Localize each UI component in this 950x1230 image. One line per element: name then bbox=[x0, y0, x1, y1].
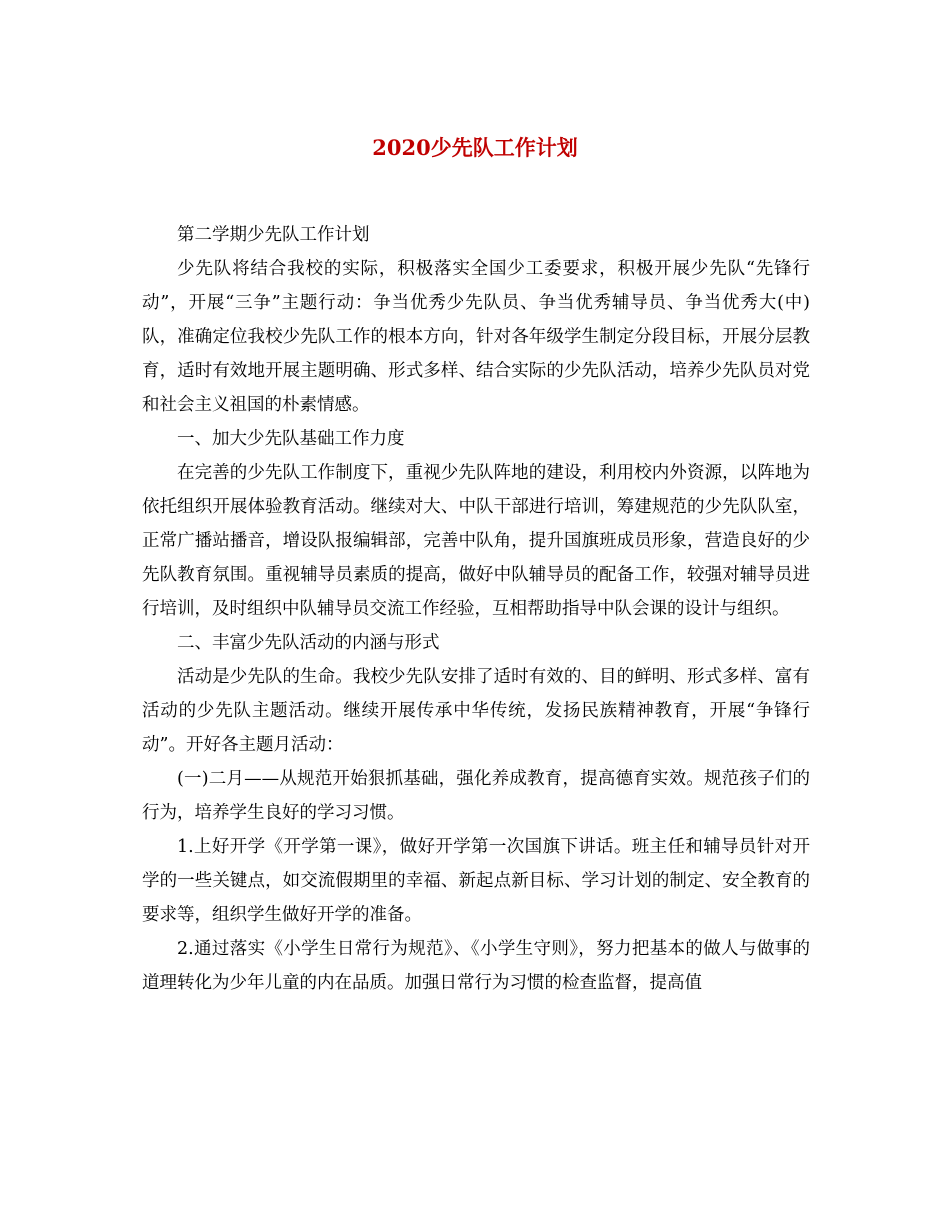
intro-paragraph: 少先队将结合我校的实际，积极落实全国少工委要求，积极开展少先队“先锋行动”，开展“三争”主题行动：争当优秀少先队员、争当优秀辅导员、争当优秀大(中)队，准确定位我校少先队工作的根本方向，针对各年级学生制定分段目标，开展分层教育，适时有效地开展主题明确、形式多样、结合实际的少先队活动，培养少先队员对党和社会主义祖国的朴素情感。 bbox=[142, 259, 810, 415]
february-subheading-paragraph: (一)二月——从规范开始狠抓基础，强化养成教育，提高德育实效。规范孩子们的行为，培养学生良好的学习习惯。 bbox=[142, 769, 810, 823]
section-heading-2: 二、丰富少先队活动的内涵与形式 bbox=[177, 633, 440, 653]
section-2-paragraph: 活动是少先队的生命。我校少先队安排了适时有效的、目的鲜明、形式多样、富有活动的少先队主题活动。继续开展传承中华传统，发扬民族精神教育，开展“争锋行动”。开好各主题月活动： bbox=[142, 667, 810, 755]
section-heading-1: 一、加大少先队基础工作力度 bbox=[177, 429, 405, 449]
document-body bbox=[142, 218, 810, 1000]
document-title: 2020少先队工作计划 bbox=[372, 135, 578, 160]
list-item-2: 2.通过落实《小学生日常行为规范》、《小学生守则》，努力把基本的做人与做事的道理转化为少年儿童的内在品质。加强日常行为习惯的检查监督，提高值 bbox=[142, 939, 810, 993]
section-1-paragraph: 在完善的少先队工作制度下，重视少先队阵地的建设，利用校内外资源，以阵地为依托组织开展体验教育活动。继续对大、中队干部进行培训，筹建规范的少先队队室，正常广播站播音，增设队报编辑部，完善中队角，提升国旗班成员形象，营造良好的少先队教育氛围。重视辅导员素质的提高，做好中队辅导员的配备工作，较强对辅导员进行培训，及时组织中队辅导员交流工作经验，互相帮助指导中队会课的设计与组织。 bbox=[142, 463, 810, 619]
subtitle-paragraph: 第二学期少先队工作计划 bbox=[177, 225, 370, 245]
list-item-1: 1.上好开学《开学第一课》，做好开学第一次国旗下讲话。班主任和辅导员针对开学的一些关键点，如交流假期里的幸福、新起点新目标、学习计划的制定、安全教育的要求等，组织学生做好开学的准备。 bbox=[142, 837, 810, 925]
